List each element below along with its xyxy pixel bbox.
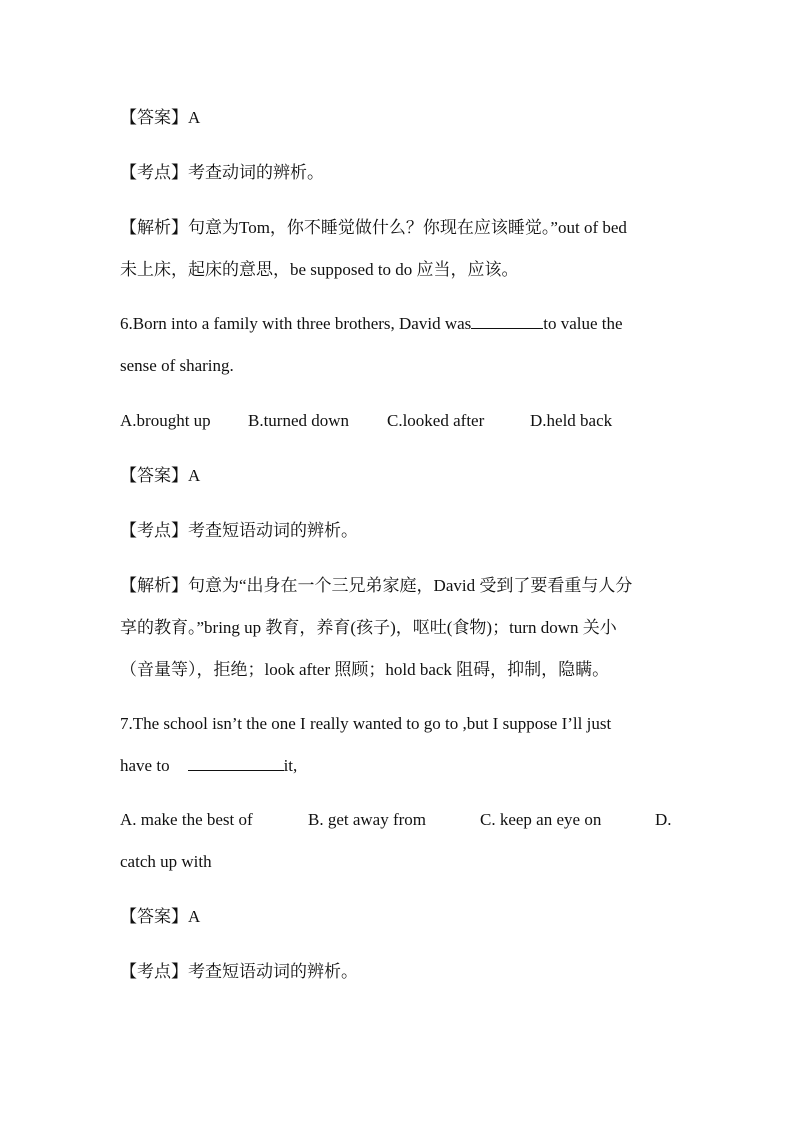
q7-blank <box>188 754 284 771</box>
q7-option-d: D. <box>655 810 672 829</box>
q6-answer: 【答案】A <box>120 466 201 485</box>
q7-stem-before-blank: have to <box>120 756 170 775</box>
q6-option-b: B.turned down <box>248 411 350 430</box>
q6-option-d: D.held back <box>530 411 613 430</box>
q5-point: 【考点】考查动词的辨析。 <box>120 163 324 182</box>
q6-analysis-line-1: 【解析】句意为“出身在一个三兄弟家庭，David 受到了要看重与人分 <box>120 576 633 595</box>
q6-option-a: A.brought up <box>120 411 211 430</box>
q7-stem-after-blank: it, <box>283 756 298 775</box>
q6-point: 【考点】考查短语动词的辨析。 <box>120 521 358 540</box>
q6-stem-line-1 <box>120 312 675 336</box>
q6-stem-before-blank: 6.Born into a family with three brothers, David was <box>120 314 472 333</box>
q6-stem-line-2: sense of sharing. <box>120 356 234 375</box>
q6-blank <box>471 312 543 329</box>
q6-analysis-line-3: （音量等），拒绝；look after 照顾；hold back 阻碍，抑制，隐瞒。 <box>120 660 610 679</box>
q7-stem-line-1: 7.The school isn’t the one I really wanted to go to ,but I suppose I’ll just <box>120 714 612 733</box>
q7-stem-line-2 <box>120 754 675 778</box>
q5-analysis-line-1: 【解析】句意为Tom，你不睡觉做什么？你现在应该睡觉。”out of bed <box>120 218 627 237</box>
q7-option-d-wrap: catch up with <box>120 852 212 871</box>
q6-analysis-line-2: 享的教育。”bring up 教育，养育(孩子)，呕吐(食物)；turn down 关小 <box>120 618 617 637</box>
q5-analysis-line-2: 未上床，起床的意思，be supposed to do 应当，应该。 <box>120 260 519 279</box>
q7-answer: 【答案】A <box>120 907 201 926</box>
q7-point: 【考点】考查短语动词的辨析。 <box>120 962 358 981</box>
q6-options <box>120 409 675 433</box>
q6-option-c: C.looked after <box>387 411 485 430</box>
q7-option-c: C. keep an eye on <box>480 810 602 829</box>
q5-answer: 【答案】A <box>120 108 201 127</box>
q7-options <box>120 808 675 832</box>
q7-option-b: B. get away from <box>308 810 427 829</box>
q6-stem-text <box>120 312 623 336</box>
q6-stem-after-blank: to value the <box>543 314 623 333</box>
q7-option-a: A. make the best of <box>120 810 253 829</box>
